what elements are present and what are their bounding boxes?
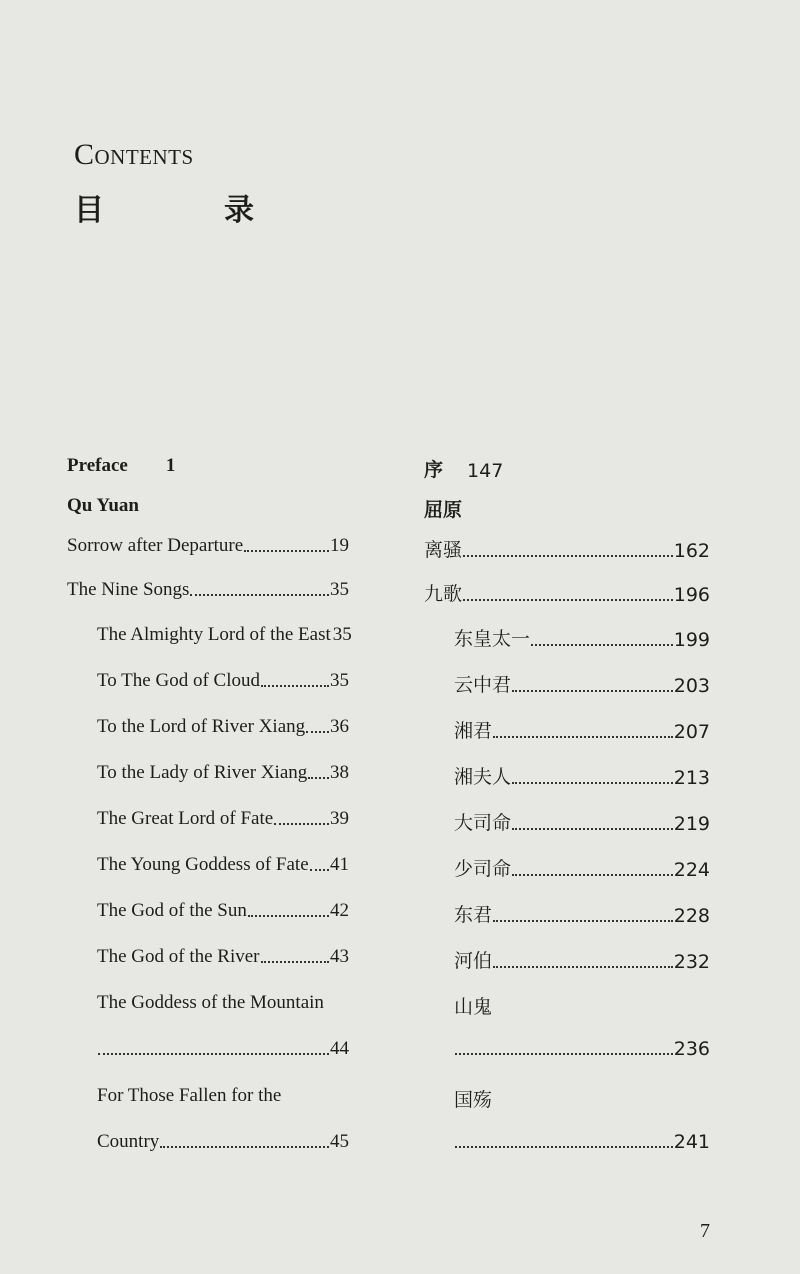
toc-entry: [454, 900, 710, 927]
dot-leader: [512, 874, 673, 876]
dot-leader: [512, 828, 673, 830]
dot-leader: [274, 823, 329, 825]
toc-entry-title: The Goddess of the Mountain: [97, 992, 324, 1013]
toc-entry-title: The God of the Sun: [97, 900, 247, 921]
dot-leader: [493, 736, 673, 738]
toc-entry-page: 35: [330, 579, 349, 600]
contents-title-zh-char: 录: [224, 193, 254, 228]
dot-leader: [455, 1053, 673, 1055]
toc-entry-page: 35: [332, 624, 352, 645]
dot-leader: [308, 777, 329, 779]
toc-entry-title: The God of the River: [97, 946, 260, 967]
dot-leader: [493, 920, 673, 922]
toc-entry-title: 国殇: [454, 1089, 493, 1111]
toc-entry-page: 236: [673, 1038, 710, 1060]
toc-entry-title: 少司命: [454, 858, 512, 880]
toc-entry-page: 232: [673, 951, 710, 973]
toc-entry-page: 42: [330, 900, 349, 921]
toc-entry: [67, 579, 349, 601]
dot-leader: [531, 644, 673, 646]
toc-entry: [454, 1038, 710, 1060]
toc-entry-page: 203: [673, 675, 710, 697]
dot-leader: [512, 690, 673, 692]
toc-entry-page: 38: [330, 762, 349, 783]
toc-entry-page: 199: [673, 629, 710, 651]
toc-entry-title: 山鬼: [454, 996, 493, 1018]
toc-entry-title: To the Lord of River Xiang: [97, 716, 306, 737]
toc-entry-title: The Great Lord of Fate: [97, 808, 274, 829]
toc-entry-page: 219: [673, 813, 710, 835]
toc-entry: [67, 535, 349, 557]
toc-entry: [97, 1085, 349, 1107]
dot-leader: [306, 731, 329, 733]
dot-leader: [463, 555, 673, 557]
toc-entry-page: 41: [330, 854, 349, 875]
toc-entry: [97, 900, 349, 922]
dot-leader: [455, 1146, 673, 1148]
toc-entry: [424, 495, 710, 522]
toc-entry-title: Country: [97, 1131, 160, 1152]
toc-entry-page: 35: [330, 670, 349, 691]
contents-title-zh-char: 目: [74, 193, 104, 228]
toc-entry-title: 东君: [454, 904, 493, 926]
toc-entry: [454, 762, 710, 789]
toc-entry-title: To The God of Cloud: [97, 670, 260, 691]
toc-entry-title: Preface: [67, 455, 128, 476]
toc-entry-title: For Those Fallen for the: [97, 1085, 282, 1106]
toc-entry: [67, 495, 349, 517]
toc-entry: [424, 579, 710, 606]
toc-entry-title: The Young Goddess of Fate: [97, 854, 309, 875]
toc-entry: [97, 992, 349, 1014]
toc-entry-title: 屈原: [424, 499, 463, 521]
toc-entry-title: 云中君: [454, 674, 512, 696]
toc-entry: [454, 946, 710, 973]
toc-entry-page: 19: [330, 535, 349, 556]
toc-entry: [454, 992, 710, 1019]
toc-entry-title: 大司命: [454, 812, 512, 834]
toc-entry-page: 228: [673, 905, 710, 927]
toc-entry: [424, 455, 503, 482]
toc-entry: [454, 808, 710, 835]
toc-entry: [97, 1038, 349, 1060]
dot-leader: [493, 966, 673, 968]
toc-entry-title: Qu Yuan: [67, 495, 140, 516]
toc-entry: [97, 1131, 349, 1153]
dot-leader: [512, 782, 673, 784]
dot-leader: [98, 1053, 329, 1055]
toc-entry-page: 196: [673, 584, 710, 606]
toc-entry-title: 序: [424, 459, 444, 481]
toc-entry-title: The Nine Songs: [67, 579, 190, 600]
toc-entry: [97, 670, 349, 692]
toc-entry-title: 河伯: [454, 950, 493, 972]
toc-entry-page: 45: [330, 1131, 349, 1152]
toc-entry: [97, 762, 349, 784]
dot-leader: [261, 961, 329, 963]
toc-entry-page: 39: [330, 808, 349, 829]
contents-title-en: Contents: [74, 138, 194, 171]
toc-entry: [97, 854, 349, 876]
dot-leader: [160, 1146, 329, 1148]
dot-leader: [310, 869, 329, 871]
toc-entry: [454, 1085, 710, 1112]
toc-entry-page: 1: [165, 455, 176, 476]
dot-leader: [463, 599, 673, 601]
toc-entry-page: 147: [467, 460, 504, 482]
toc-entry: [454, 716, 710, 743]
toc-entry-title: Sorrow after Departure: [67, 535, 244, 556]
dot-leader: [248, 915, 329, 917]
toc-entry-page: 162: [673, 540, 710, 562]
toc-entry-page: 207: [673, 721, 710, 743]
toc-entry-page: 43: [330, 946, 349, 967]
toc-entry: [454, 854, 710, 881]
toc-entry-page: 224: [673, 859, 710, 881]
dot-leader: [244, 550, 329, 552]
toc-entry-title: The Almighty Lord of the East: [97, 624, 331, 645]
toc-entry: [424, 535, 710, 562]
toc-entry-title: 九歌: [424, 583, 463, 605]
toc-entry: [97, 946, 349, 968]
toc-entry: [97, 808, 349, 830]
toc-entry: [97, 624, 352, 646]
toc-entry: [454, 670, 710, 697]
toc-entry: [67, 455, 175, 477]
toc-entry-page: 36: [330, 716, 349, 737]
toc-entry-page: 44: [330, 1038, 349, 1059]
toc-entry-page: 213: [673, 767, 710, 789]
page-number: 7: [700, 1220, 710, 1242]
toc-entry-title: 湘君: [454, 720, 493, 742]
contents-title-zh: [74, 185, 254, 229]
toc-entry: [97, 716, 349, 738]
toc-entry: [454, 624, 710, 651]
toc-entry-title: 离骚: [424, 539, 463, 561]
toc-entry: [454, 1131, 710, 1153]
dot-leader: [261, 685, 329, 687]
dot-leader: [190, 594, 329, 596]
toc-entry-title: To the Lady of River Xiang: [97, 762, 308, 783]
toc-entry-page: 241: [673, 1131, 710, 1153]
toc-entry-title: 东皇太一: [454, 628, 531, 650]
toc-entry-title: 湘夫人: [454, 766, 512, 788]
